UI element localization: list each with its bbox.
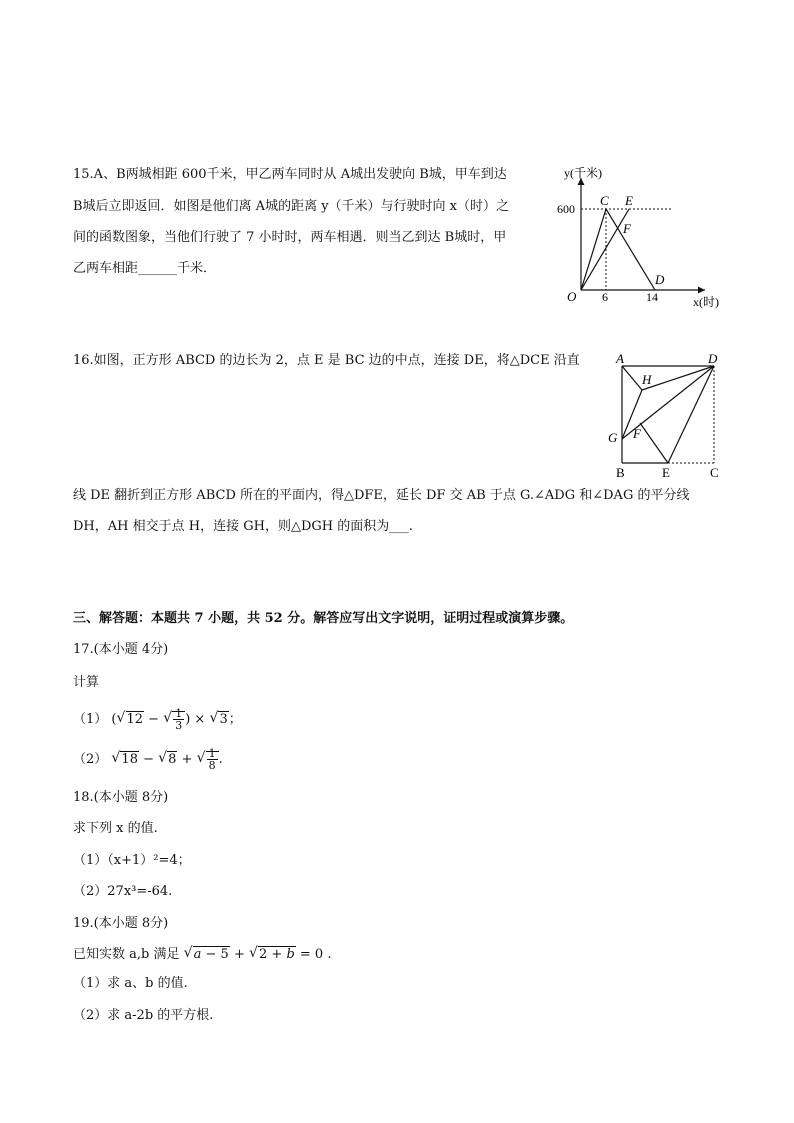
q16-line3: DH，AH 相交于点 H，连接 GH，则△DGH 的面积为___. [73,519,413,534]
q18-title: 18.(本小题 8分) [73,790,169,805]
label-b: B [616,465,625,480]
q15-text-a: 乙两车相距 [73,261,139,276]
label-a: A [616,351,624,366]
x-tick-6: 6 [602,290,608,304]
section-3-header: 三、解答题：本题共 7 小题，共 52 分。解答应写出文字说明，证明过程或演算步骤。 [73,611,574,626]
q19-instruction-text: 已知实数 a,b 满足 [73,947,180,962]
formula-2: √ 18 − √ 8 + √ $\frac{1}{8}$ . [111,752,222,767]
formula-1: (√ 12 − √ $\frac{1}{3}$ ) × √ 3； [111,712,241,727]
q19-instruction [73,943,331,967]
q17-instruction: 计算 [73,675,100,690]
q15-text-b: 千米． [177,261,217,276]
x-tick-14: 14 [646,290,658,304]
q17-part1-label: （1） [73,712,108,727]
label-f: F [633,426,641,441]
q19-part2: （2）求 a-2b 的平方根. [73,1008,214,1023]
distance-time-graph [555,160,730,315]
q17-part2 [73,748,223,772]
square-fold-figure [604,350,729,482]
label-g: G [608,430,618,445]
label-h: H [642,372,652,387]
answer-blank: ______ [138,261,178,276]
q19-part1: （1）求 a、b 的值. [73,976,188,991]
car-yi-line [581,209,629,290]
q16-line1: 16.如图，正方形 ABCD 的边长为 2，点 E 是 BC 边的中点，连接 DE，将△DCE 沿直 [73,353,580,368]
formula-3: √ a − 5 + √ 2 + b = 0 . [184,947,332,962]
point-f-label: F [623,221,631,236]
q16-line2: 线 DE 翻折到正方形 ABCD 所在的平面内，得△DFE，延长 DF 交 AB 于点 G.∠ADG 和∠DAG 的平分线 [73,488,690,503]
label-d: D [708,351,718,366]
q17-title: 17.(本小题 4分) [73,642,169,657]
q18-part1: （1）（x+1）²=4； [73,853,191,868]
x-axis-label: x(时) [693,295,719,309]
label-c: C [710,465,719,480]
origin-label: O [567,289,577,304]
q15-line1: 15.A、B两城相距 600千米，甲乙两车同时从 A城出发驶向 B城，甲车到达 [73,167,507,182]
q17-part1 [73,708,242,732]
label-e: E [662,465,670,480]
q18-instruction: 求下列 x 的值. [73,821,158,836]
q15-line2: B城后立即返回．如图是他们离 A城的距离 y（千米）与行驶时向 x（时）之 [73,199,510,214]
point-d-label: D [655,272,665,287]
q17-part2-label: （2） [73,752,108,767]
q19-title: 19.(本小题 8分) [73,916,169,931]
q15-line3: 间的函数图象，当他们行驶了 7 小时时，两车相遇．则当乙到达 B城时，甲 [73,230,507,245]
q18-part2: （2）27x³=-64. [73,884,173,899]
car-jia-line [581,209,655,290]
q15-line4 [73,259,216,279]
point-e-label: E [625,193,633,208]
y-tick-600: 600 [557,202,575,216]
point-c-label: C [600,193,609,208]
y-axis-label: y(千米) [564,166,602,180]
